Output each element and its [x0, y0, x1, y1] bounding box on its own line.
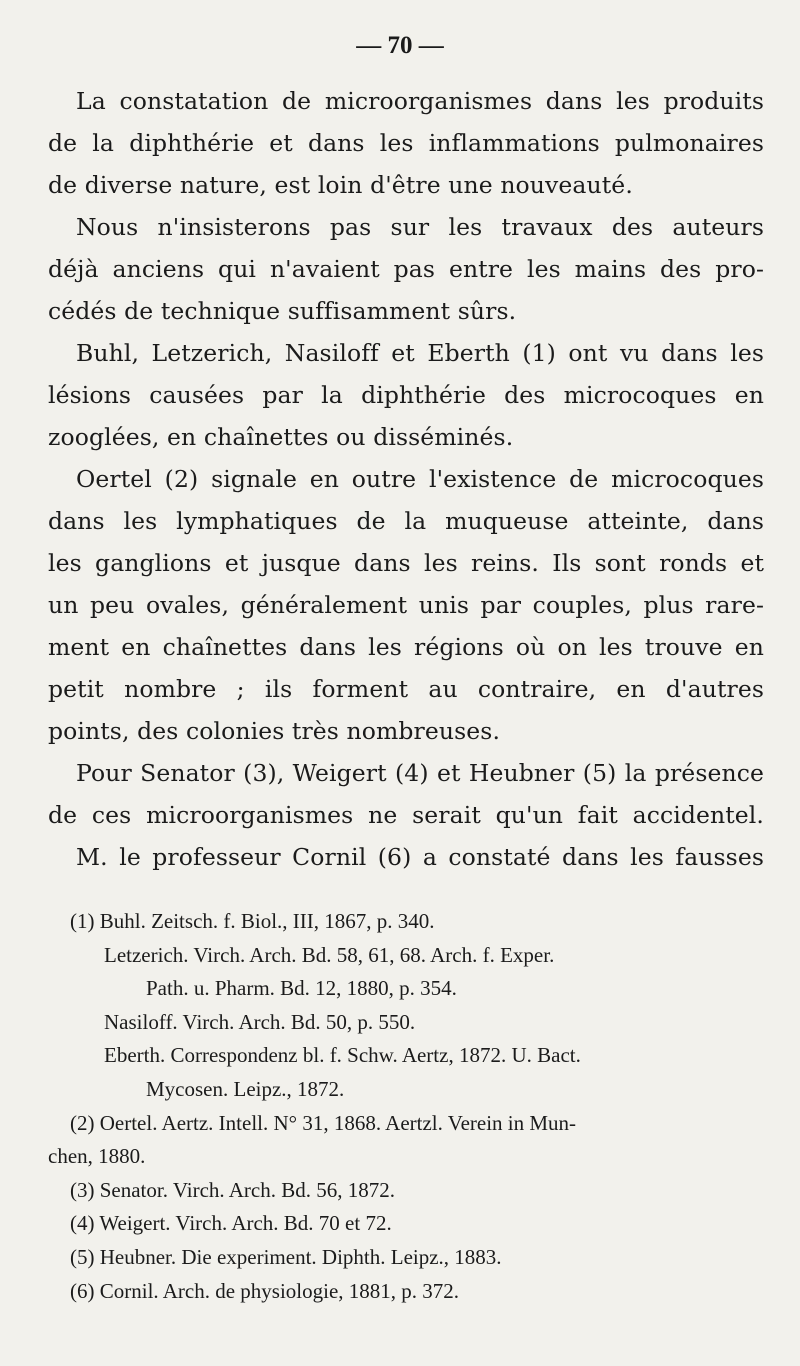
body-text	[48, 80, 764, 878]
footnote-line: (3) Senator. Virch. Arch. Bd. 56, 1872.	[70, 1177, 395, 1202]
footnote-line: (5) Heubner. Die experiment. Diphth. Leipz., 1883.	[70, 1244, 502, 1269]
text-line: Nous n'insisterons pas sur les travaux des auteurs	[76, 213, 764, 241]
footnote-line: Nasiloff. Virch. Arch. Bd. 50, p. 550.	[104, 1009, 416, 1034]
footnote-line: (1) Buhl. Zeitsch. f. Biol., III, 1867, p. 340.	[70, 909, 435, 933]
footnote-line: (4) Weigert. Virch. Arch. Bd. 70 et 72.	[70, 1211, 392, 1236]
text-line: un peu ovales, généralement unis par couples, plus rare-	[48, 591, 764, 619]
text-line: Oertel (2) signale en outre l'existence de microcoques	[76, 465, 764, 493]
text-line: de ces microorganismes ne serait qu'un fait accidentel.	[48, 801, 764, 829]
text-line: cédés de technique suffisamment sûrs.	[48, 297, 517, 325]
text-line: La constatation de microorganismes dans les produits	[76, 87, 764, 115]
footnote-line: Mycosen. Leipz., 1872.	[146, 1076, 345, 1101]
footnote-line: Path. u. Pharm. Bd. 12, 1880, p. 354.	[146, 976, 457, 1001]
text-line: M. le professeur Cornil (6) a constaté dans les fausses	[76, 843, 764, 871]
footnote-line: chen, 1880.	[48, 1144, 146, 1169]
text-line: déjà anciens qui n'avaient pas entre les mains des pro-	[48, 255, 764, 283]
text-line: les ganglions et jusque dans les reins. Ils sont ronds et	[48, 549, 764, 577]
footnote-line: (6) Cornil. Arch. de physiologie, 1881, p. 372.	[70, 1278, 460, 1303]
text-line: Pour Senator (3), Weigert (4) et Heubner (5) la présence	[76, 759, 764, 787]
text-line: points, des colonies très nombreuses.	[48, 717, 501, 745]
text-line: zooglées, en chaînettes ou disséminés.	[48, 423, 514, 451]
text-line: ment en chaînettes dans les régions où on les trouve en	[48, 633, 764, 661]
text-line: Buhl, Letzerich, Nasiloff et Eberth (1) ont vu dans les	[76, 339, 764, 367]
text-line: petit nombre ; ils forment au contraire, en d'autres	[48, 675, 764, 703]
text-line: de diverse nature, est loin d'être une nouveauté.	[48, 171, 633, 199]
footnote-line: Eberth. Correspondenz bl. f. Schw. Aertz, 1872. U. Bact.	[104, 1043, 581, 1068]
page-number: — 70 —	[356, 32, 444, 59]
text-line: de la diphthérie et dans les inflammations pulmonaires	[48, 129, 764, 157]
footnote-line: (2) Oertel. Aertz. Intell. N° 31, 1868. Aertzl. Verein in Mun-	[70, 1110, 577, 1135]
text-line: dans les lymphatiques de la muqueuse atteinte, dans	[48, 507, 764, 535]
footnote-line: Letzerich. Virch. Arch. Bd. 58, 61, 68. Arch. f. Exper.	[104, 942, 555, 967]
text-line: lésions causées par la diphthérie des microcoques en	[48, 381, 764, 409]
footnotes	[48, 905, 766, 1308]
